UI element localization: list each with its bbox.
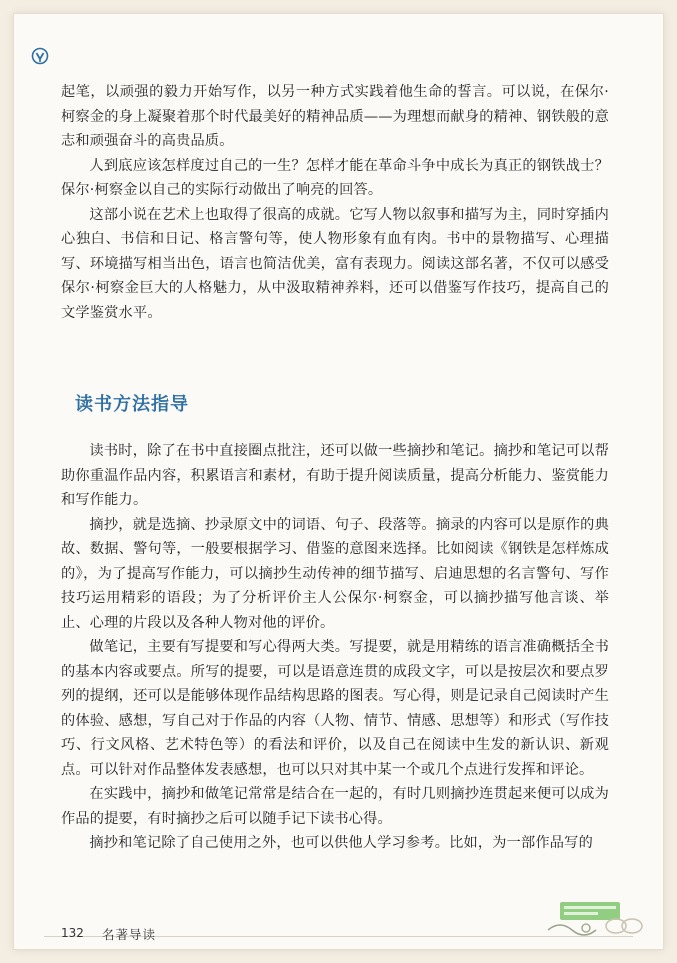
book-title: 名著导读 xyxy=(102,927,157,942)
section-intro-text xyxy=(61,80,609,325)
press-logo-icon xyxy=(31,47,49,65)
paragraph: 这部小说在艺术上也取得了很高的成就。它写人物以叙事和描写为主，同时穿插内心独白、书信和日记、格言警句等，使人物形象有血有肉。书中的景物描写、心理描写、环境描写相当出色，语言也简洁优美，富有表现力。阅读这部名著，不仅可以感受保尔·柯察金巨大的人格魅力，从中汲取精神养料，还可以借鉴写作技巧，提高自己的文学鉴赏水平。 xyxy=(61,206,609,321)
section-method-text xyxy=(61,439,609,856)
paragraph: 摘抄，就是选摘、抄录原文中的词语、句子、段落等。摘录的内容可以是原作的典故、数据、警句等，一般要根据学习、借鉴的意图来选择。比如阅读《钢铁是怎样炼成的》，为了提高写作能力，可以摘抄生动传神的细节描写、启迪思想的名言警句、写作技巧运用精彩的语段；为了分析评价主人公保尔·柯察金，可以摘抄描写他言谈、举止、心理的片段以及各种人物对他的评价。 xyxy=(61,516,609,631)
paragraph: 人到底应该怎样度过自己的一生？怎样才能在革命斗争中成长为真正的钢铁战士？保尔·柯察金以自己的实际行动做出了响亮的回答。 xyxy=(61,157,609,198)
watermark-stamp-icon xyxy=(546,900,646,938)
document-page xyxy=(14,14,663,949)
section-heading: 读书方法指导 xyxy=(75,394,189,415)
paragraph: 摘抄和笔记除了自己使用之外，也可以供他人学习参考。比如，为一部作品写的 xyxy=(89,835,593,851)
paragraph: 起笔，以顽强的毅力开始写作，以另一种方式实践着他生命的誓言。可以说，在保尔·柯察金的身上凝聚着那个时代最美好的精神品质——为理想而献身的精神、钢铁般的意志和顽强奋斗的高贵品质。 xyxy=(61,84,609,149)
paragraph: 做笔记，主要有写提要和写心得两大类。写提要，就是用精练的语言准确概括全书的基本内容或要点。所写的提要，可以是语意连贯的成段文字，可以是按层次和要点罗列的提纲，还可以是能够体现作品结构思路的图表。写心得，则是记录自己阅读时产生的体验、感想，写自己对于作品的内容（人物、情节、情感、思想等）和形式（写作技巧、行文风格、艺术特色等）的看法和评价，以及自己在阅读中生发的新认识、新观点。可以针对作品整体发表感想，也可以只对其中某一个或几个点进行发挥和评论。 xyxy=(61,639,609,778)
paragraph: 读书时，除了在书中直接圈点批注，还可以做一些摘抄和笔记。摘抄和笔记可以帮助你重温作品内容，积累语言和素材，有助于提升阅读质量，提高分析能力、鉴赏能力和写作能力。 xyxy=(61,443,609,508)
page-number: 132 xyxy=(61,926,84,940)
paragraph: 在实践中，摘抄和做笔记常常是结合在一起的，有时几则摘抄连贯起来便可以成为作品的提要，有时摘抄之后可以随手记下读书心得。 xyxy=(61,786,609,827)
